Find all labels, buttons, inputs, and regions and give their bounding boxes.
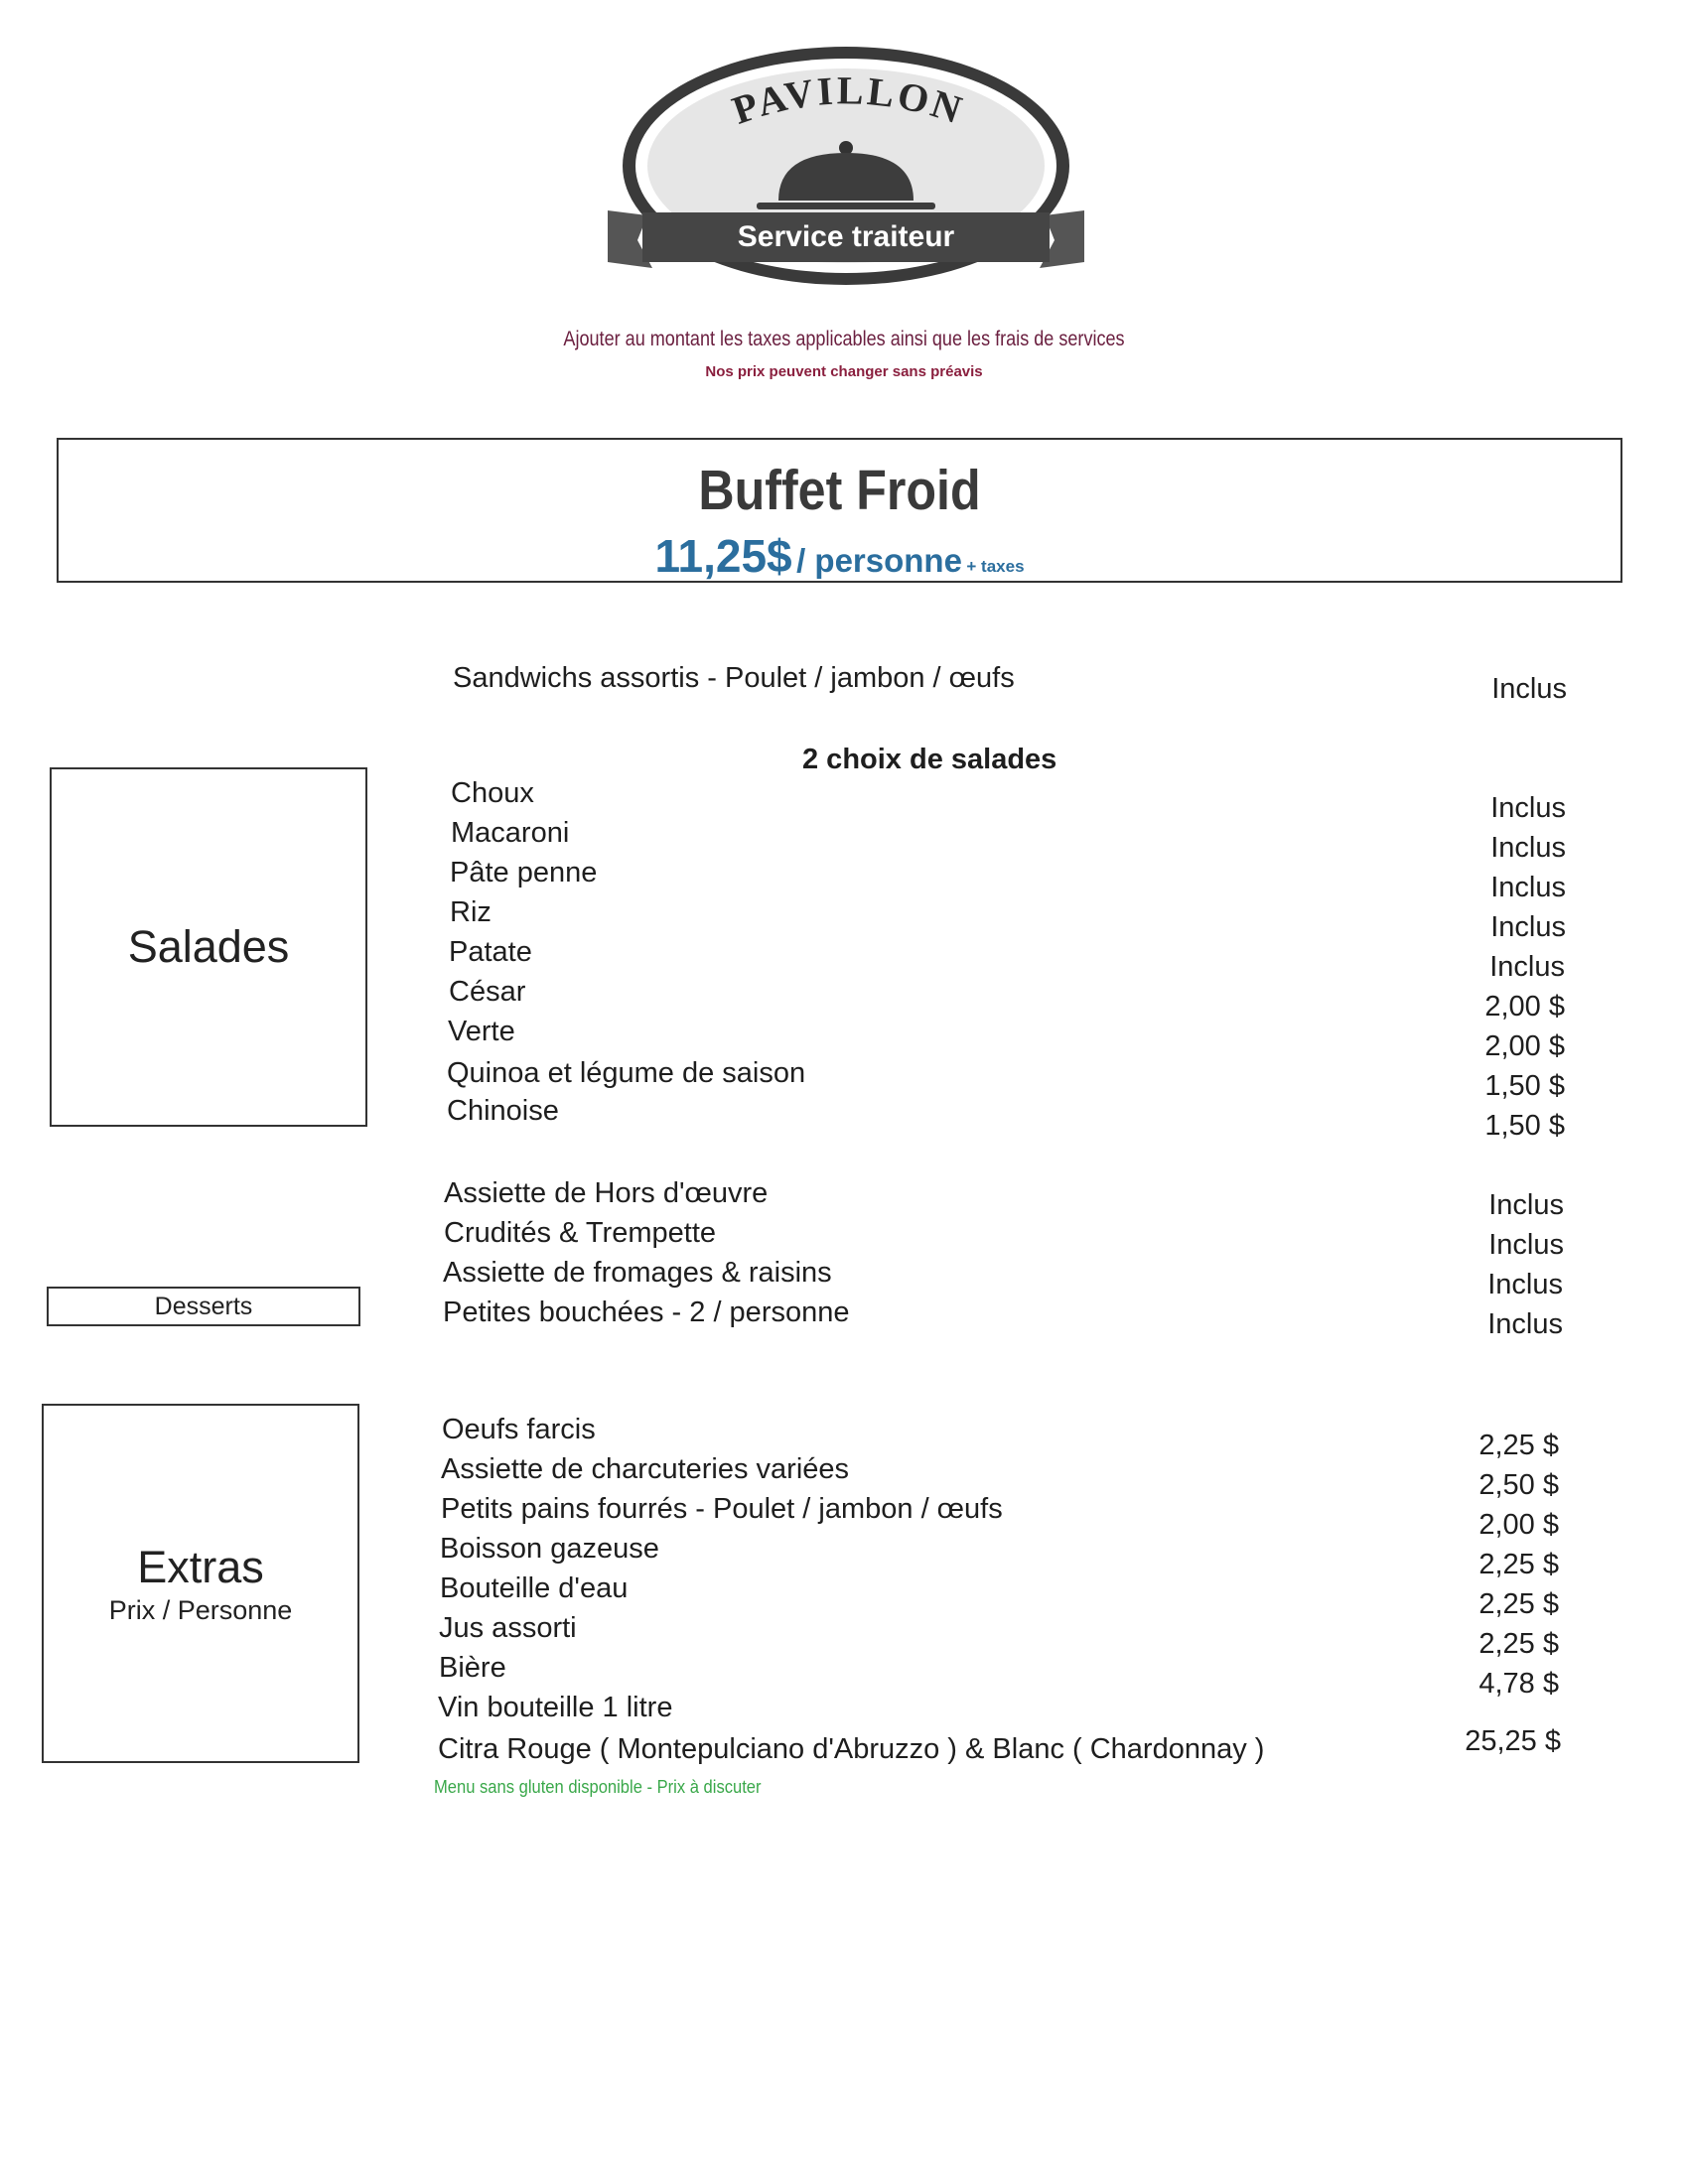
salades-heading: 2 choix de salades	[802, 744, 1057, 775]
list-item-price: 1,50 $	[1484, 1110, 1565, 1142]
list-item: Pâte penne	[450, 857, 598, 888]
logo-wordmark: PAVILLON	[726, 68, 970, 133]
list-item: Patate	[449, 936, 532, 968]
list-item-price: Inclus	[1490, 792, 1566, 824]
taxes-label: + taxes	[966, 557, 1025, 576]
salades-category-box	[50, 767, 367, 1127]
list-item-price: 2,25 $	[1478, 1430, 1559, 1461]
list-item-price: Inclus	[1490, 872, 1566, 903]
price-change-notice: Nos prix peuvent changer sans préavis	[705, 363, 983, 380]
list-item: Riz	[450, 896, 492, 928]
sandwich-price: Inclus	[1491, 673, 1567, 705]
list-item: Quinoa et légume de saison	[447, 1057, 806, 1089]
extras-subtitle: Prix / Personne	[108, 1594, 293, 1625]
list-item-price: 4,78 $	[1478, 1668, 1559, 1700]
list-item: Choux	[451, 777, 534, 809]
page-title: Buffet Froid	[698, 459, 981, 522]
list-item-price: 2,50 $	[1478, 1469, 1559, 1501]
list-item-price: 2,25 $	[1478, 1549, 1559, 1580]
list-item-price: Inclus	[1490, 832, 1566, 864]
extras-category-box	[42, 1404, 359, 1763]
logo-banner-text: Service traiteur	[737, 220, 955, 253]
pavillon-logo	[608, 42, 1084, 302]
base-price: 11,25$	[654, 530, 792, 582]
list-item: Citra Rouge ( Montepulciano d'Abruzzo ) & Blanc ( Chardonnay )	[438, 1733, 1265, 1765]
list-item-price: 2,00 $	[1478, 1509, 1559, 1541]
gluten-free-note: Menu sans gluten disponible - Prix à discuter	[434, 1777, 762, 1797]
list-item: Crudités & Trempette	[444, 1217, 716, 1249]
list-item-price: Inclus	[1490, 911, 1566, 943]
list-item: César	[449, 976, 526, 1008]
salades-category-label: Salades	[127, 921, 290, 972]
list-item: Macaroni	[451, 817, 570, 849]
list-item-price: 2,25 $	[1478, 1628, 1559, 1660]
list-item-price: 25,25 $	[1465, 1725, 1561, 1757]
list-item-price: 2,00 $	[1484, 1030, 1565, 1062]
list-item-price: Inclus	[1489, 951, 1565, 983]
list-item: Bière	[439, 1652, 506, 1684]
price-per-person	[59, 529, 1620, 583]
list-item: Petits pains fourrés - Poulet / jambon / œufs	[441, 1493, 1003, 1525]
list-item: Jus assorti	[439, 1612, 577, 1644]
taxes-notice: Ajouter au montant les taxes applicables ainsi que les frais de services	[563, 328, 1125, 350]
list-item-price: Inclus	[1488, 1229, 1564, 1261]
list-item-price: 2,00 $	[1484, 991, 1565, 1023]
list-item-price: 1,50 $	[1484, 1070, 1565, 1102]
desserts-category-box	[47, 1287, 360, 1326]
list-item: Verte	[448, 1016, 515, 1047]
list-item: Assiette de Hors d'œuvre	[444, 1177, 769, 1209]
list-item: Oeufs farcis	[442, 1414, 596, 1445]
desserts-category-label: Desserts	[154, 1292, 253, 1320]
list-item: Petites bouchées - 2 / personne	[443, 1297, 850, 1328]
per-person-label: / personne	[796, 542, 962, 579]
extras-category-label: Extras	[137, 1541, 264, 1592]
list-item-price: 2,25 $	[1478, 1588, 1559, 1620]
list-item: Chinoise	[447, 1095, 559, 1127]
list-item: Boisson gazeuse	[440, 1533, 659, 1565]
list-item: Vin bouteille 1 litre	[438, 1692, 673, 1723]
list-item: Assiette de fromages & raisins	[443, 1257, 832, 1289]
title-box	[57, 438, 1622, 583]
list-item-price: Inclus	[1487, 1308, 1563, 1340]
list-item: Bouteille d'eau	[440, 1572, 629, 1604]
list-item: Assiette de charcuteries variées	[441, 1453, 850, 1485]
list-item-price: Inclus	[1488, 1189, 1564, 1221]
sandwich-item: Sandwichs assortis - Poulet / jambon / œufs	[453, 662, 1015, 694]
list-item-price: Inclus	[1487, 1269, 1563, 1300]
